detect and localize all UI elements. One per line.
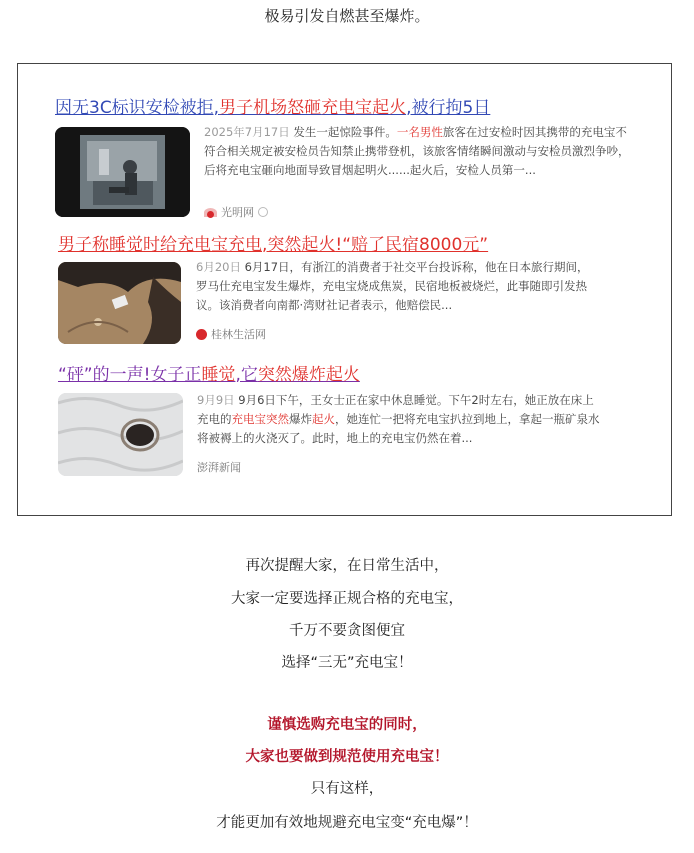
title-segment: 充电宝充电	[177, 235, 262, 255]
news-title-3[interactable]	[58, 364, 360, 386]
title-segment: 充电宝起火	[321, 98, 407, 118]
snippet-highlight: 一名男性	[396, 125, 443, 139]
airport-surveillance-image[interactable]	[55, 127, 190, 217]
title-segment: 突然爆炸起火	[257, 365, 360, 385]
snippet-highlight: 充电宝突然	[231, 412, 289, 426]
title-segment: ,突然	[262, 235, 302, 255]
emphasis-line-2: 大家也要做到规范使用充电宝！	[245, 749, 449, 765]
news-title-2[interactable]	[58, 234, 488, 256]
news-snippet-2	[196, 258, 596, 315]
guangming-logo-icon	[204, 208, 217, 217]
news-title-1[interactable]	[55, 97, 490, 119]
news-results-card	[17, 63, 672, 516]
title-segment: 因无3C标识安检被拒,	[55, 98, 220, 118]
title-segment: ,被行拘5日	[406, 98, 491, 118]
burned-mattress-image[interactable]	[58, 393, 183, 476]
news-snippet-1	[204, 123, 636, 180]
title-segment: !“赔了民宿8000元”	[335, 235, 489, 255]
burned-floor-image[interactable]	[58, 262, 181, 344]
emphasis-line-1: 谨慎选购充电宝的同时，	[267, 717, 427, 733]
news-source-3[interactable]	[197, 459, 241, 475]
title-segment: 起火	[301, 235, 336, 255]
news-date: 2025年7月17日	[204, 125, 290, 139]
title-segment: ,它	[235, 365, 258, 385]
news-source-2[interactable]	[196, 326, 266, 342]
snippet-text: 爆炸	[289, 412, 312, 426]
closing-line-2: 才能更加有效地规避充电宝变“充电爆”！	[216, 815, 478, 831]
snippet-highlight: 起火	[312, 412, 335, 426]
snippet-text: 9月6日下午，王女士正在家中休息睡觉。下午2时左右，她正放在床上充电的	[197, 393, 594, 426]
reminder-line-3: 千万不要贪图便宜	[289, 623, 405, 639]
news-source-1[interactable]	[204, 204, 268, 220]
source-name: 桂林生活网	[211, 328, 266, 341]
snippet-text: 旅客在过安检时因其携带的充电宝不符合相关规定被安检员告知禁止携带登机，该旅客情绪瞬间激动与安检员激烈争吵，后将充电宝砸向地面导致冒烟起明火......起火后，安检人员第一...	[204, 125, 630, 177]
snippet-text: 发生一起惊险事件。	[293, 125, 397, 139]
news-date: 9月9日	[197, 393, 235, 407]
verified-icon	[258, 207, 268, 217]
guilin-life-logo-icon	[196, 329, 207, 340]
reminder-line-2: 大家一定要选择正规合格的充电宝，	[231, 591, 463, 607]
title-segment: “砰”的一声!女子正	[58, 365, 202, 385]
news-date: 6月20日	[196, 260, 241, 274]
snippet-text: ，她连忙一把将充电宝扒拉到地上，拿起一瓶矿泉水将被褥上的火浇灭了。此时，地上的充电宝仍然在着...	[197, 412, 600, 445]
snippet-text: 6月17日，有浙江的消费者于社交平台投诉称，他在日本旅行期间，罗马仕充电宝发生爆炸，充电宝烧成焦炭，民宿地板被烧烂，此事随即引发热议。该消费者向南都·湾财社记者表示，他赔偿民...	[196, 260, 589, 312]
title-segment: 男子称睡觉时给	[58, 235, 177, 255]
closing-line-1: 只有这样，	[310, 781, 384, 797]
intro-text: 极易引发自燃甚至爆炸。	[264, 7, 430, 25]
source-name: 澎湃新闻	[197, 461, 241, 474]
source-name: 光明网	[221, 206, 254, 219]
reminder-line-1: 再次提醒大家，在日常生活中，	[245, 558, 449, 574]
reminder-line-4: 选择“三无”充电宝！	[281, 655, 413, 671]
title-segment: 睡觉	[201, 365, 236, 385]
title-segment: 男子机场怒砸	[219, 98, 322, 118]
news-snippet-3	[197, 391, 602, 448]
